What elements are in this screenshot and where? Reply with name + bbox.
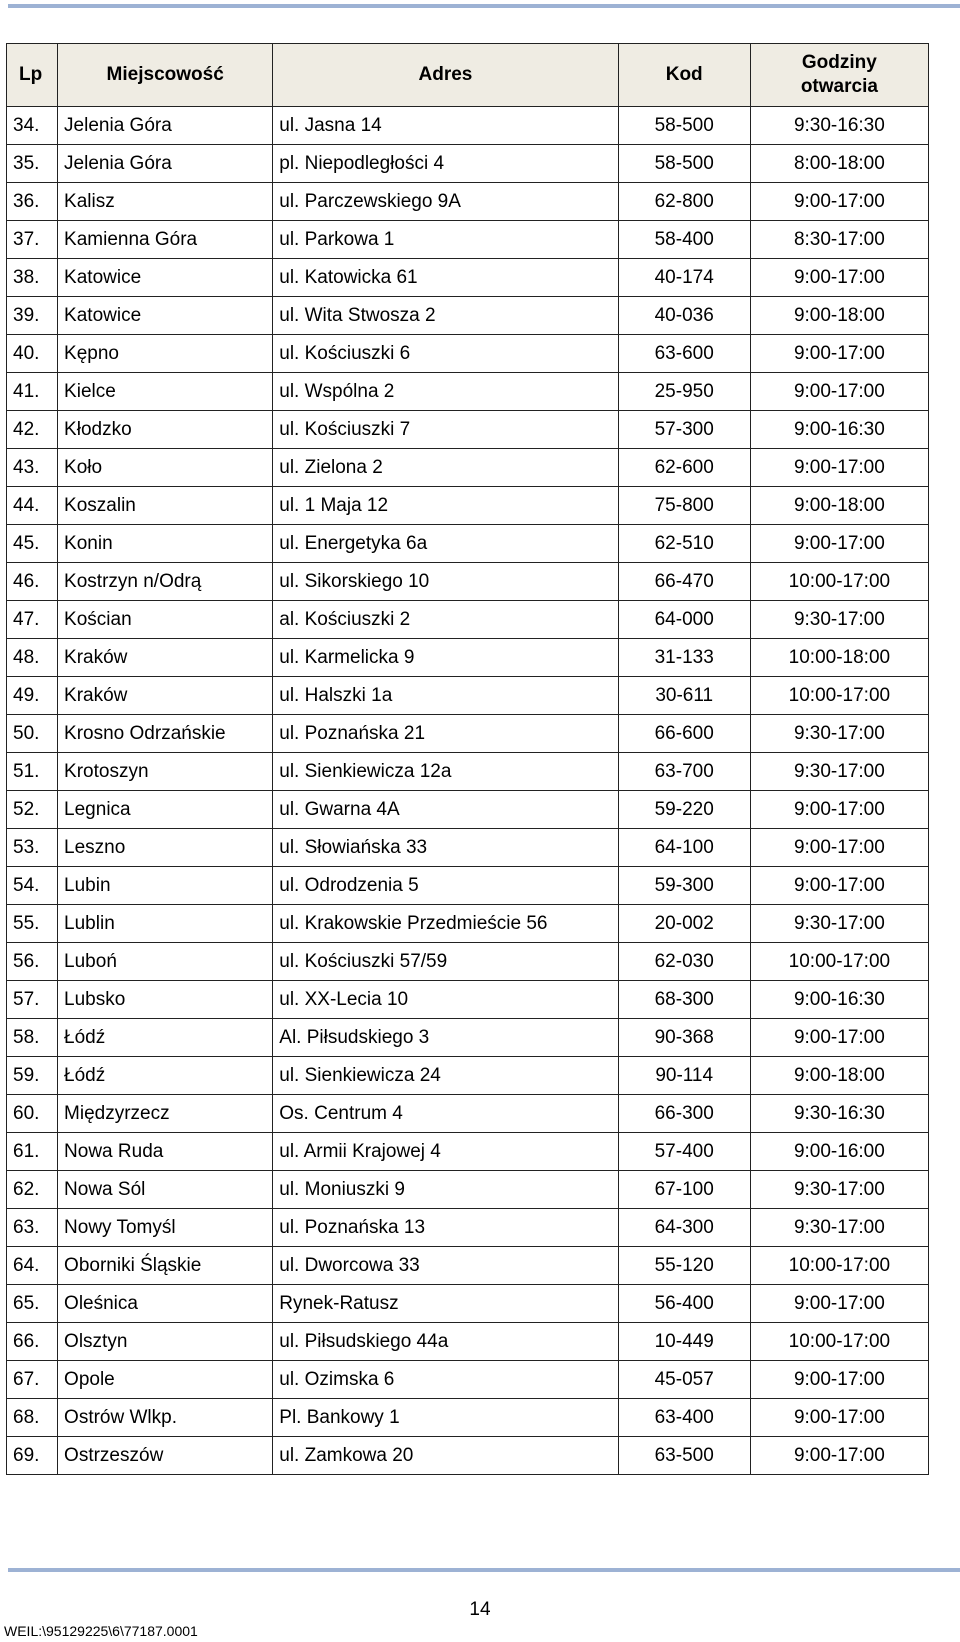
cell-adres: ul. Wita Stwosza 2 [273,297,618,335]
cell-kod: 66-470 [618,563,750,601]
table-row [7,829,929,867]
cell-kod: 57-300 [618,411,750,449]
cell-lp: 42. [7,411,58,449]
cell-kod: 40-036 [618,297,750,335]
cell-godziny: 10:00-17:00 [750,677,928,715]
cell-godziny: 9:30-16:30 [750,1095,928,1133]
table-row [7,449,929,487]
cell-miejscowosc: Luboń [58,943,273,981]
table-row [7,1437,929,1475]
cell-miejscowosc: Łódź [58,1057,273,1095]
cell-adres: ul. XX-Lecia 10 [273,981,618,1019]
cell-miejscowosc: Koszalin [58,487,273,525]
cell-miejscowosc: Konin [58,525,273,563]
table-row [7,677,929,715]
cell-lp: 60. [7,1095,58,1133]
cell-lp: 56. [7,943,58,981]
cell-lp: 45. [7,525,58,563]
cell-godziny: 9:00-17:00 [750,1019,928,1057]
cell-miejscowosc: Lubin [58,867,273,905]
cell-godziny: 8:30-17:00 [750,221,928,259]
cell-miejscowosc: Leszno [58,829,273,867]
cell-lp: 39. [7,297,58,335]
cell-miejscowosc: Oleśnica [58,1285,273,1323]
cell-lp: 34. [7,107,58,145]
cell-kod: 31-133 [618,639,750,677]
cell-godziny: 9:30-17:00 [750,1171,928,1209]
cell-kod: 58-400 [618,221,750,259]
cell-lp: 59. [7,1057,58,1095]
cell-adres: ul. Halszki 1a [273,677,618,715]
cell-lp: 62. [7,1171,58,1209]
cell-adres: ul. Wspólna 2 [273,373,618,411]
cell-adres: ul. Poznańska 13 [273,1209,618,1247]
cell-adres: ul. Katowicka 61 [273,259,618,297]
cell-lp: 52. [7,791,58,829]
cell-kod: 63-700 [618,753,750,791]
cell-kod: 68-300 [618,981,750,1019]
cell-lp: 64. [7,1247,58,1285]
cell-kod: 90-114 [618,1057,750,1095]
cell-miejscowosc: Lublin [58,905,273,943]
cell-godziny: 9:00-17:00 [750,335,928,373]
cell-miejscowosc: Kielce [58,373,273,411]
table-row [7,563,929,601]
cell-adres: ul. Armii Krajowej 4 [273,1133,618,1171]
cell-godziny: 9:00-16:30 [750,411,928,449]
table-row [7,183,929,221]
header-lp: Lp [7,44,58,107]
cell-godziny: 10:00-17:00 [750,1323,928,1361]
cell-miejscowosc: Koło [58,449,273,487]
header-row [7,44,929,107]
cell-lp: 61. [7,1133,58,1171]
cell-adres: pl. Niepodległości 4 [273,145,618,183]
table-row [7,943,929,981]
header-godziny-line2: otwarcia [800,76,878,97]
header-adres: Adres [273,44,618,107]
table-row [7,715,929,753]
cell-kod: 25-950 [618,373,750,411]
cell-adres: ul. Słowiańska 33 [273,829,618,867]
cell-adres: ul. Dworcowa 33 [273,1247,618,1285]
header-miejscowosc: Miejscowość [58,44,273,107]
cell-adres: ul. Parczewskiego 9A [273,183,618,221]
cell-godziny: 9:00-17:00 [750,183,928,221]
header-godziny-line1: Godziny [801,52,877,73]
cell-kod: 64-300 [618,1209,750,1247]
table-row [7,1171,929,1209]
cell-adres: ul. Gwarna 4A [273,791,618,829]
cell-adres: ul. Poznańska 21 [273,715,618,753]
cell-adres: ul. Jasna 14 [273,107,618,145]
cell-miejscowosc: Kłodzko [58,411,273,449]
cell-godziny: 9:00-17:00 [750,1399,928,1437]
cell-miejscowosc: Kalisz [58,183,273,221]
cell-godziny: 9:00-17:00 [750,867,928,905]
cell-godziny: 10:00-18:00 [750,639,928,677]
cell-miejscowosc: Ostrzeszów [58,1437,273,1475]
cell-godziny: 9:00-17:00 [750,1361,928,1399]
cell-miejscowosc: Lubsko [58,981,273,1019]
cell-miejscowosc: Nowa Sól [58,1171,273,1209]
table-row [7,335,929,373]
cell-godziny: 9:30-16:30 [750,107,928,145]
cell-kod: 56-400 [618,1285,750,1323]
cell-kod: 66-300 [618,1095,750,1133]
table-row [7,145,929,183]
cell-adres: Os. Centrum 4 [273,1095,618,1133]
cell-kod: 59-220 [618,791,750,829]
page-number: 14 [469,1599,491,1620]
cell-adres: ul. Kościuszki 6 [273,335,618,373]
cell-lp: 38. [7,259,58,297]
cell-miejscowosc: Kępno [58,335,273,373]
cell-adres: Rynek-Ratusz [273,1285,618,1323]
cell-godziny: 9:00-17:00 [750,1437,928,1475]
cell-miejscowosc: Oborniki Śląskie [58,1247,273,1285]
cell-miejscowosc: Jelenia Góra [58,107,273,145]
cell-kod: 64-000 [618,601,750,639]
cell-lp: 36. [7,183,58,221]
table-header [7,44,929,107]
table-row [7,1361,929,1399]
cell-adres: ul. Piłsudskiego 44a [273,1323,618,1361]
cell-lp: 57. [7,981,58,1019]
cell-godziny: 10:00-17:00 [750,1247,928,1285]
table-row [7,601,929,639]
table-row [7,525,929,563]
cell-kod: 62-030 [618,943,750,981]
cell-kod: 58-500 [618,145,750,183]
cell-kod: 45-057 [618,1361,750,1399]
cell-miejscowosc: Kraków [58,677,273,715]
cell-lp: 41. [7,373,58,411]
table-row [7,753,929,791]
cell-adres: ul. Sienkiewicza 12a [273,753,618,791]
table-row [7,373,929,411]
cell-kod: 63-600 [618,335,750,373]
cell-adres: al. Kościuszki 2 [273,601,618,639]
cell-godziny: 9:00-17:00 [750,525,928,563]
cell-kod: 59-300 [618,867,750,905]
cell-miejscowosc: Łódź [58,1019,273,1057]
cell-lp: 66. [7,1323,58,1361]
cell-kod: 62-510 [618,525,750,563]
cell-lp: 58. [7,1019,58,1057]
cell-miejscowosc: Olsztyn [58,1323,273,1361]
cell-miejscowosc: Krosno Odrzańskie [58,715,273,753]
cell-godziny: 9:00-18:00 [750,487,928,525]
table-row [7,1209,929,1247]
cell-lp: 63. [7,1209,58,1247]
cell-kod: 10-449 [618,1323,750,1361]
cell-adres: Al. Piłsudskiego 3 [273,1019,618,1057]
cell-godziny: 10:00-17:00 [750,563,928,601]
cell-lp: 46. [7,563,58,601]
table-row [7,791,929,829]
cell-kod: 64-100 [618,829,750,867]
cell-godziny: 9:00-18:00 [750,1057,928,1095]
table-row [7,297,929,335]
cell-adres: ul. Moniuszki 9 [273,1171,618,1209]
table-body [7,107,929,1475]
cell-miejscowosc: Kostrzyn n/Odrą [58,563,273,601]
table-row [7,107,929,145]
cell-lp: 65. [7,1285,58,1323]
cell-adres: ul. Parkowa 1 [273,221,618,259]
cell-lp: 35. [7,145,58,183]
cell-lp: 44. [7,487,58,525]
cell-adres: Pl. Bankowy 1 [273,1399,618,1437]
cell-adres: ul. Krakowskie Przedmieście 56 [273,905,618,943]
table-row [7,1285,929,1323]
table-row [7,905,929,943]
cell-lp: 37. [7,221,58,259]
cell-godziny: 9:00-17:00 [750,449,928,487]
cell-godziny: 9:30-17:00 [750,753,928,791]
cell-godziny: 9:00-17:00 [750,373,928,411]
cell-adres: ul. Zielona 2 [273,449,618,487]
cell-adres: ul. Karmelicka 9 [273,639,618,677]
cell-miejscowosc: Ostrów Wlkp. [58,1399,273,1437]
table-row [7,639,929,677]
cell-miejscowosc: Jelenia Góra [58,145,273,183]
top-rule [8,4,960,8]
cell-kod: 20-002 [618,905,750,943]
cell-lp: 54. [7,867,58,905]
cell-kod: 58-500 [618,107,750,145]
cell-lp: 48. [7,639,58,677]
bottom-rule [8,1568,960,1572]
table-row [7,1057,929,1095]
table-row [7,221,929,259]
cell-godziny: 9:00-18:00 [750,297,928,335]
cell-adres: ul. Sienkiewicza 24 [273,1057,618,1095]
cell-godziny: 9:00-16:30 [750,981,928,1019]
cell-adres: ul. Energetyka 6a [273,525,618,563]
cell-godziny: 8:00-18:00 [750,145,928,183]
header-kod: Kod [618,44,750,107]
cell-godziny: 9:00-17:00 [750,791,928,829]
cell-lp: 53. [7,829,58,867]
cell-miejscowosc: Kamienna Góra [58,221,273,259]
cell-adres: ul. Kościuszki 57/59 [273,943,618,981]
table-row [7,259,929,297]
cell-adres: ul. 1 Maja 12 [273,487,618,525]
table-row [7,1095,929,1133]
cell-godziny: 9:00-16:00 [750,1133,928,1171]
header-godziny [750,44,928,107]
cell-miejscowosc: Kraków [58,639,273,677]
cell-kod: 90-368 [618,1019,750,1057]
locations-table [6,43,929,1475]
cell-kod: 62-600 [618,449,750,487]
table-row [7,411,929,449]
table-row [7,1019,929,1057]
cell-kod: 75-800 [618,487,750,525]
cell-kod: 57-400 [618,1133,750,1171]
cell-godziny: 9:30-17:00 [750,715,928,753]
table-row [7,1247,929,1285]
cell-godziny: 9:30-17:00 [750,905,928,943]
cell-miejscowosc: Katowice [58,297,273,335]
cell-kod: 62-800 [618,183,750,221]
cell-lp: 40. [7,335,58,373]
cell-lp: 55. [7,905,58,943]
cell-miejscowosc: Katowice [58,259,273,297]
cell-lp: 69. [7,1437,58,1475]
cell-godziny: 9:00-17:00 [750,1285,928,1323]
cell-lp: 68. [7,1399,58,1437]
cell-lp: 67. [7,1361,58,1399]
cell-kod: 30-611 [618,677,750,715]
cell-godziny: 9:30-17:00 [750,601,928,639]
cell-godziny: 10:00-17:00 [750,943,928,981]
cell-adres: ul. Zamkowa 20 [273,1437,618,1475]
cell-adres: ul. Odrodzenia 5 [273,867,618,905]
cell-kod: 55-120 [618,1247,750,1285]
cell-godziny: 9:00-17:00 [750,829,928,867]
cell-kod: 66-600 [618,715,750,753]
cell-lp: 50. [7,715,58,753]
cell-kod: 63-400 [618,1399,750,1437]
cell-miejscowosc: Krotoszyn [58,753,273,791]
table-row [7,1323,929,1361]
cell-godziny: 9:00-17:00 [750,259,928,297]
cell-kod: 67-100 [618,1171,750,1209]
cell-lp: 49. [7,677,58,715]
cell-kod: 40-174 [618,259,750,297]
cell-lp: 47. [7,601,58,639]
table-row [7,1399,929,1437]
cell-godziny: 9:30-17:00 [750,1209,928,1247]
table-row [7,487,929,525]
cell-miejscowosc: Opole [58,1361,273,1399]
cell-miejscowosc: Legnica [58,791,273,829]
cell-miejscowosc: Nowy Tomyśl [58,1209,273,1247]
cell-adres: ul. Ozimska 6 [273,1361,618,1399]
cell-miejscowosc: Nowa Ruda [58,1133,273,1171]
cell-lp: 43. [7,449,58,487]
table-row [7,981,929,1019]
cell-kod: 63-500 [618,1437,750,1475]
cell-lp: 51. [7,753,58,791]
table-row [7,1133,929,1171]
cell-adres: ul. Sikorskiego 10 [273,563,618,601]
cell-adres: ul. Kościuszki 7 [273,411,618,449]
cell-miejscowosc: Kościan [58,601,273,639]
cell-miejscowosc: Międzyrzecz [58,1095,273,1133]
table-row [7,867,929,905]
document-reference: WEIL:\95129225\6\77187.0001 [4,1623,198,1639]
